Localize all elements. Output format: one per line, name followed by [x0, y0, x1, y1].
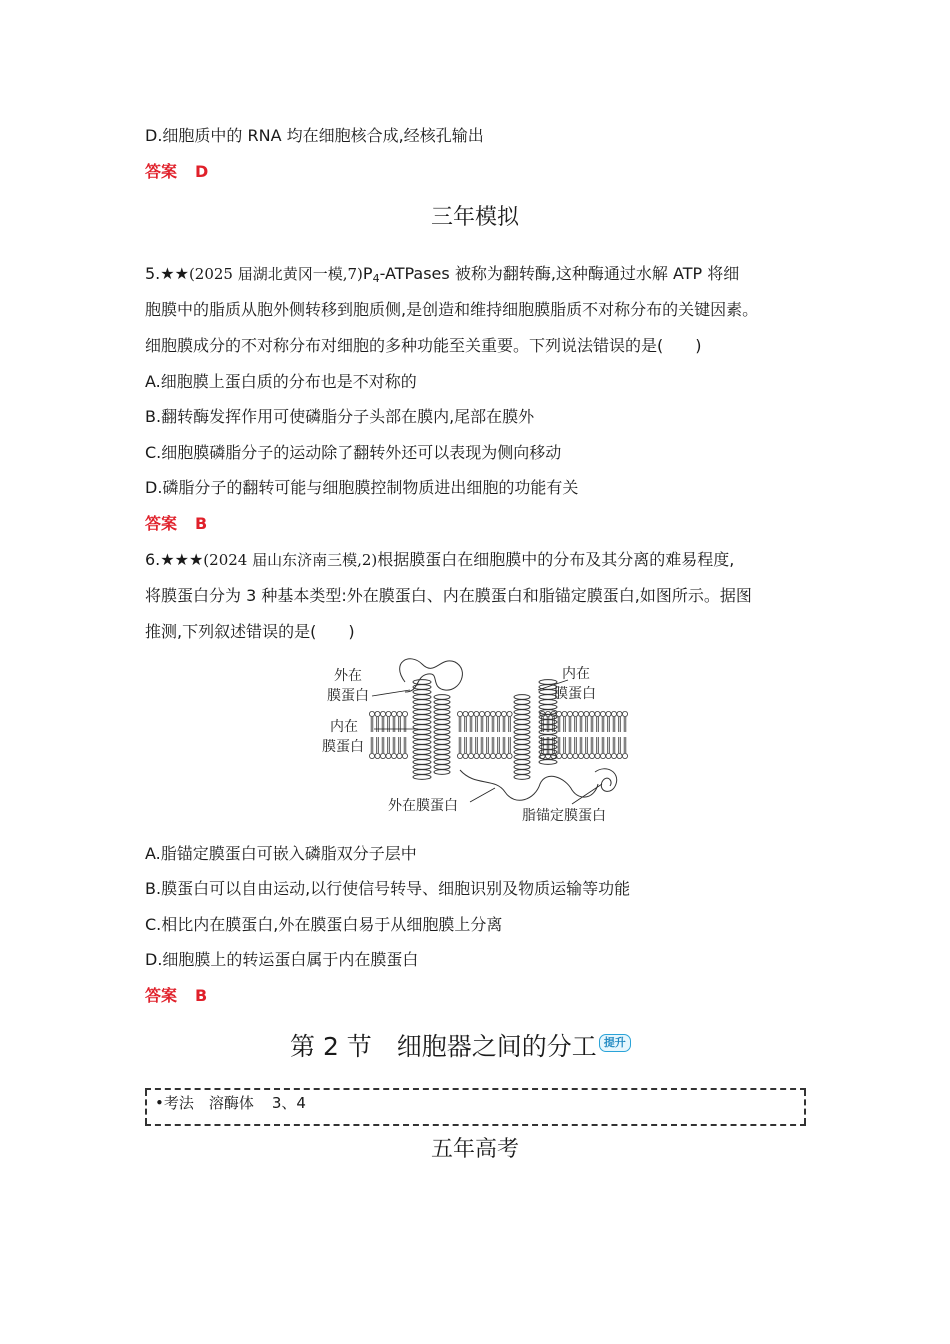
helix-turn — [413, 755, 431, 760]
phospholipid-head — [402, 753, 407, 758]
helix-turn — [413, 760, 431, 765]
kaofa-label: 考法 溶酶体 — [163, 1094, 254, 1112]
phospholipid-head — [375, 753, 380, 758]
helix-turn — [413, 695, 431, 700]
phospholipid-head — [606, 753, 611, 758]
label-inner-protein-right: 膜蛋白 — [554, 686, 596, 702]
helix-turn — [514, 760, 530, 765]
helix-turn — [514, 725, 530, 730]
helix-turn — [514, 705, 530, 710]
phospholipid-head — [380, 711, 385, 716]
q6-source: (2024 届山东济南三模,2) — [203, 551, 378, 569]
phospholipid-head — [457, 711, 462, 716]
q4-option-d: D.细胞质中的 RNA 均在细胞核合成,经核孔输出 — [145, 126, 484, 145]
helix-turn — [539, 705, 557, 710]
helix-turn — [434, 695, 450, 700]
q5-answer — [145, 514, 207, 534]
box-left-border — [145, 1090, 147, 1124]
helix-turn — [413, 730, 431, 735]
helix-turn — [434, 725, 450, 730]
q5-source: (2025 届湖北黄冈一模,7) — [188, 265, 363, 283]
helix-turn — [413, 700, 431, 705]
helix-turn — [434, 730, 450, 735]
helix-turn — [413, 745, 431, 750]
helix-turn — [434, 740, 450, 745]
helix-turn — [539, 680, 557, 685]
label-inner-protein: 膜蛋白 — [322, 739, 364, 755]
q6-option-a: A.脂锚定膜蛋白可嵌入磷脂双分子层中 — [145, 844, 417, 863]
q5-stem-sub: 4 — [372, 272, 380, 285]
label-inner-protein-right: 内在 — [562, 666, 590, 682]
helix-turn — [434, 705, 450, 710]
helix-turn — [514, 700, 530, 705]
helix-turn — [413, 765, 431, 770]
phospholipid-head — [369, 711, 374, 716]
q5-stem-line2: 胞膜中的脂质从胞外侧转移到胞质侧,是创造和维持细胞膜脂质不对称分布的关键因素。 — [145, 300, 759, 319]
phospholipid-head — [562, 711, 567, 716]
phospholipid-head — [600, 753, 605, 758]
phospholipid-head — [490, 711, 495, 716]
phospholipid-head — [479, 711, 484, 716]
label-outer-protein: 外在 — [334, 668, 362, 684]
helix-turn — [413, 775, 431, 780]
q5-prefix: 5.★★ — [145, 264, 189, 283]
phospholipid-head — [617, 753, 622, 758]
helix-turn — [434, 715, 450, 720]
q5-stem-a: P — [362, 264, 373, 283]
phospholipid-head — [501, 711, 506, 716]
phospholipid-head — [463, 711, 468, 716]
helix-protein-left — [413, 680, 450, 780]
phospholipid-head — [562, 753, 567, 758]
helix-turn — [434, 765, 450, 770]
helix-turn — [434, 760, 450, 765]
q5-option-b: B.翻转酶发挥作用可使磷脂分子头部在膜内,尾部在膜外 — [145, 407, 535, 426]
q6-answer — [145, 986, 207, 1006]
label-outer-protein-bottom: 外在膜蛋白 — [388, 798, 458, 814]
phospholipid-head — [567, 711, 572, 716]
q6-stem-rest: 根据膜蛋白在细胞膜中的分布及其分离的难易程度, — [377, 550, 735, 569]
q5-option-c: C.细胞膜磷脂分子的运动除了翻转外还可以表现为侧向移动 — [145, 443, 562, 462]
phospholipid-head — [474, 711, 479, 716]
helix-turn — [413, 715, 431, 720]
q5-option-a: A.细胞膜上蛋白质的分布也是不对称的 — [145, 372, 417, 391]
phospholipid-head — [589, 711, 594, 716]
answer-value: B — [195, 986, 208, 1005]
q6-option-d: D.细胞膜上的转运蛋白属于内在膜蛋白 — [145, 950, 419, 969]
helix-turn — [539, 760, 557, 765]
helix-turn — [413, 750, 431, 755]
phospholipid-head — [617, 711, 622, 716]
phospholipid-head — [490, 753, 495, 758]
phospholipid-head — [397, 711, 402, 716]
answer-label: 答案 — [145, 162, 178, 181]
phospholipid-head — [397, 753, 402, 758]
phospholipid-head — [611, 711, 616, 716]
leader-line — [372, 690, 410, 696]
phospholipid-head — [507, 711, 512, 716]
q6-stem-line3: 推测,下列叙述错误的是( ) — [145, 622, 355, 641]
phospholipid-head — [496, 711, 501, 716]
helix-turn — [514, 720, 530, 725]
section-heading-sannian: 三年模拟 — [430, 205, 519, 230]
phospholipid-head — [369, 753, 374, 758]
helix-turn — [434, 735, 450, 740]
helix-turn — [434, 745, 450, 750]
phospholipid-head — [463, 753, 468, 758]
q5-stem-b: -ATPases 被称为翻转酶,这种酶通过水解 ATP 将细 — [379, 264, 740, 283]
q6-option-c: C.相比内在膜蛋白,外在膜蛋白易于从细胞膜上分离 — [145, 915, 503, 934]
kaofa-text — [155, 1093, 306, 1113]
phospholipid-head — [584, 753, 589, 758]
helix-turn — [514, 710, 530, 715]
helix-turn — [413, 680, 431, 685]
helix-turn — [413, 735, 431, 740]
phospholipid-head — [386, 753, 391, 758]
answer-value: B — [195, 514, 208, 533]
phospholipid-head — [507, 753, 512, 758]
helix-turn — [514, 770, 530, 775]
section-title — [290, 1032, 631, 1062]
helix-turn — [514, 755, 530, 760]
phospholipid-head — [622, 753, 627, 758]
phospholipid-head — [595, 753, 600, 758]
phospholipid-head — [391, 711, 396, 716]
bullet-icon: • — [155, 1094, 164, 1112]
helix-turn — [514, 750, 530, 755]
phospholipid-head — [380, 753, 385, 758]
helix-turn — [434, 755, 450, 760]
q6-prefix: 6.★★★ — [145, 550, 204, 569]
phospholipid-head — [501, 753, 506, 758]
helix-turn — [434, 710, 450, 715]
phospholipid-head — [573, 753, 578, 758]
lipid-anchor-protein — [595, 769, 617, 792]
section-heading-wunian: 五年高考 — [430, 1137, 519, 1162]
phospholipid-head — [391, 753, 396, 758]
helix-turn — [514, 775, 530, 780]
leader-line — [470, 788, 495, 802]
phospholipid-head — [611, 753, 616, 758]
q5-stem-line3: 细胞膜成分的不对称分布对细胞的多种功能至关重要。下列说法错误的是( ) — [145, 336, 702, 355]
phospholipid-head — [375, 711, 380, 716]
section-title-text: 第 2 节 细胞器之间的分工 — [290, 1032, 597, 1061]
label-inner-protein: 内在 — [330, 719, 358, 735]
phospholipid-head — [468, 753, 473, 758]
phospholipid-head — [485, 753, 490, 758]
helix-turn — [413, 690, 431, 695]
phospholipid-head — [573, 711, 578, 716]
phospholipid-head — [606, 711, 611, 716]
helix-turn — [514, 740, 530, 745]
q4-answer — [145, 162, 208, 182]
q5-option-d: D.磷脂分子的翻转可能与细胞膜控制物质进出细胞的功能有关 — [145, 478, 579, 497]
q5-stem-line1 — [145, 264, 739, 284]
phospholipid-head — [578, 753, 583, 758]
phospholipid-head — [402, 711, 407, 716]
helix-protein-right — [514, 680, 557, 780]
helix-turn — [514, 730, 530, 735]
phospholipid-head — [622, 711, 627, 716]
helix-turn — [413, 710, 431, 715]
phospholipid-head — [567, 753, 572, 758]
phospholipid-head — [474, 753, 479, 758]
answer-value: D — [195, 162, 209, 181]
q6-option-b: B.膜蛋白可以自由运动,以行使信号转导、细胞识别及物质运输等功能 — [145, 879, 631, 898]
phospholipid-head — [479, 753, 484, 758]
helix-turn — [539, 710, 557, 715]
helix-turn — [514, 735, 530, 740]
phospholipid-head — [457, 753, 462, 758]
box-right-border — [804, 1090, 806, 1124]
kaofa-box — [145, 1088, 806, 1126]
helix-turn — [514, 715, 530, 720]
lipid-bilayer — [369, 711, 627, 758]
phospholipid-head — [468, 711, 473, 716]
helix-turn — [413, 770, 431, 775]
q6-stem-line2: 将膜蛋白分为 3 种基本类型:外在膜蛋白、内在膜蛋白和脂锚定膜蛋白,如图所示。据图 — [145, 586, 752, 605]
phospholipid-head — [386, 711, 391, 716]
helix-turn — [413, 740, 431, 745]
helix-turn — [413, 705, 431, 710]
phospholipid-head — [578, 711, 583, 716]
answer-label: 答案 — [145, 514, 178, 533]
phospholipid-head — [589, 753, 594, 758]
level-badge: 提升 — [599, 1034, 631, 1052]
helix-turn — [434, 750, 450, 755]
helix-turn — [514, 695, 530, 700]
label-lipid-anchor-protein: 脂锚定膜蛋白 — [522, 808, 606, 824]
label-outer-protein: 膜蛋白 — [327, 688, 369, 704]
phospholipid-head — [496, 753, 501, 758]
helix-turn — [434, 770, 450, 775]
helix-turn — [413, 720, 431, 725]
phospholipid-head — [595, 711, 600, 716]
helix-turn — [434, 720, 450, 725]
phospholipid-head — [485, 711, 490, 716]
kaofa-numbers: 3、4 — [271, 1094, 306, 1112]
answer-label: 答案 — [145, 986, 178, 1005]
membrane-protein-figure — [310, 652, 640, 832]
helix-turn — [434, 700, 450, 705]
phospholipid-head — [600, 711, 605, 716]
leader-line — [572, 784, 602, 804]
helix-turn — [514, 745, 530, 750]
phospholipid-head — [584, 711, 589, 716]
helix-turn — [514, 765, 530, 770]
q6-stem-line1 — [145, 550, 734, 570]
